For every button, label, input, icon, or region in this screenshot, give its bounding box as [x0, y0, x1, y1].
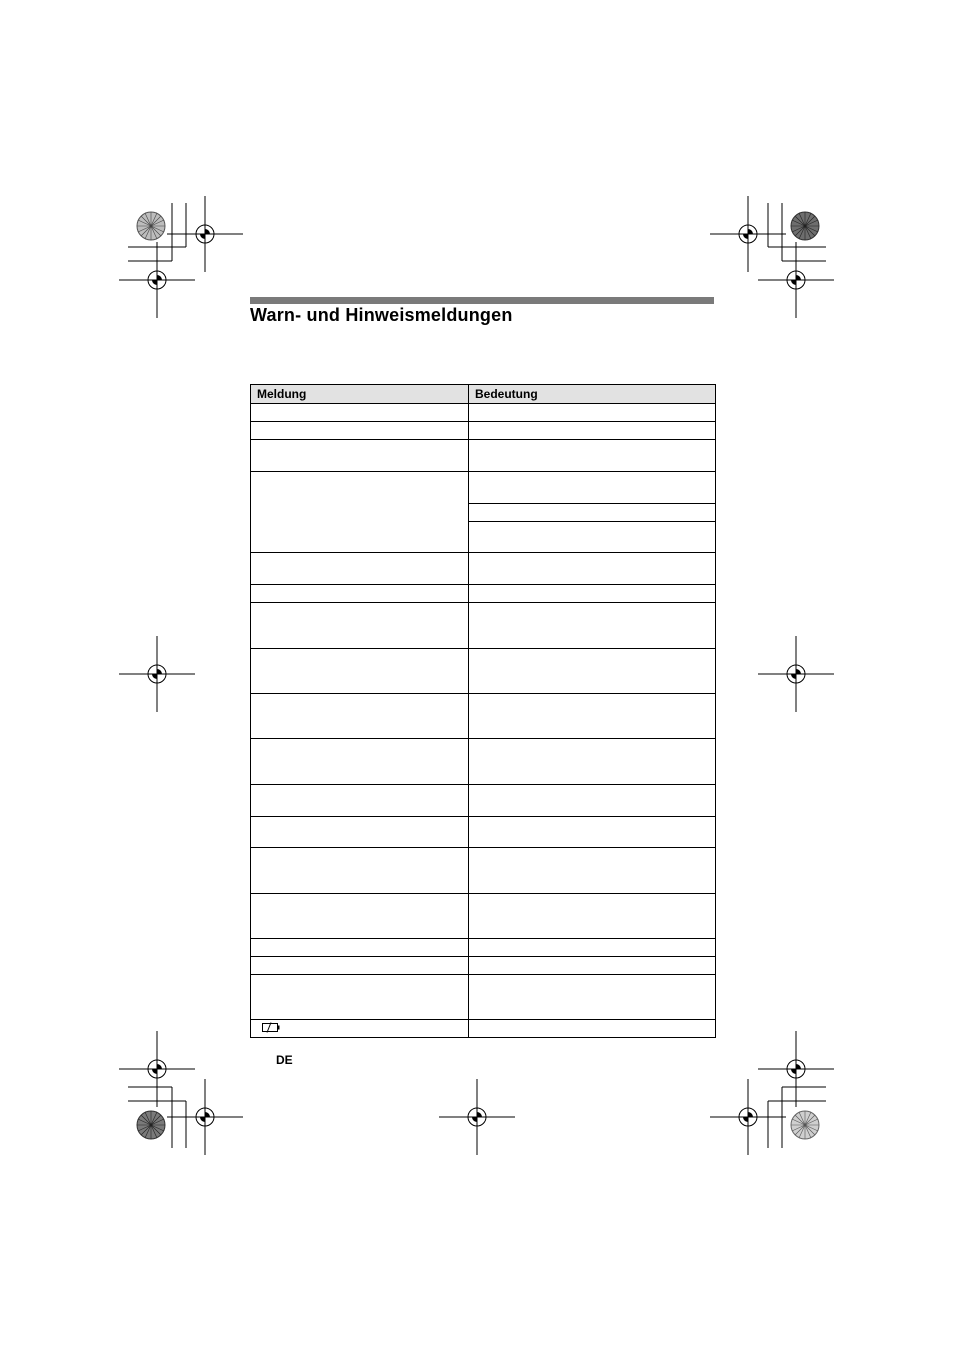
registration-mark-icon	[119, 242, 195, 318]
table-row	[251, 649, 716, 694]
table-row	[251, 739, 716, 785]
table-header-row	[251, 385, 716, 404]
table-row	[251, 440, 716, 472]
registration-mark-icon	[710, 1079, 786, 1155]
table-row	[251, 585, 716, 603]
table-row	[251, 553, 716, 585]
header-meaning: Bedeutung	[469, 385, 716, 404]
table-row	[251, 894, 716, 939]
table-row	[251, 603, 716, 649]
registration-mark-icon	[167, 1079, 243, 1155]
registration-mark-icon	[758, 636, 834, 712]
messages-table	[250, 384, 716, 1038]
table-row	[251, 694, 716, 739]
registration-mark-icon	[758, 242, 834, 318]
table-row	[251, 817, 716, 848]
title-rule	[250, 297, 714, 304]
table-row	[251, 975, 716, 1020]
page-title: Warn- und Hinweismeldungen	[250, 305, 513, 325]
color-wheel-icon	[136, 211, 166, 241]
registration-mark-icon	[439, 1079, 515, 1155]
table-row	[251, 785, 716, 817]
table-row	[251, 957, 716, 975]
registration-mark-icon	[119, 636, 195, 712]
color-wheel-icon	[790, 1110, 820, 1140]
table-row	[251, 472, 716, 504]
color-wheel-icon	[790, 211, 820, 241]
table-row	[251, 404, 716, 422]
header-message: Meldung	[251, 385, 469, 404]
color-wheel-icon	[136, 1110, 166, 1140]
table-row	[251, 939, 716, 957]
language-code: DE	[276, 1053, 293, 1067]
table-row	[251, 422, 716, 440]
table-row	[251, 848, 716, 894]
